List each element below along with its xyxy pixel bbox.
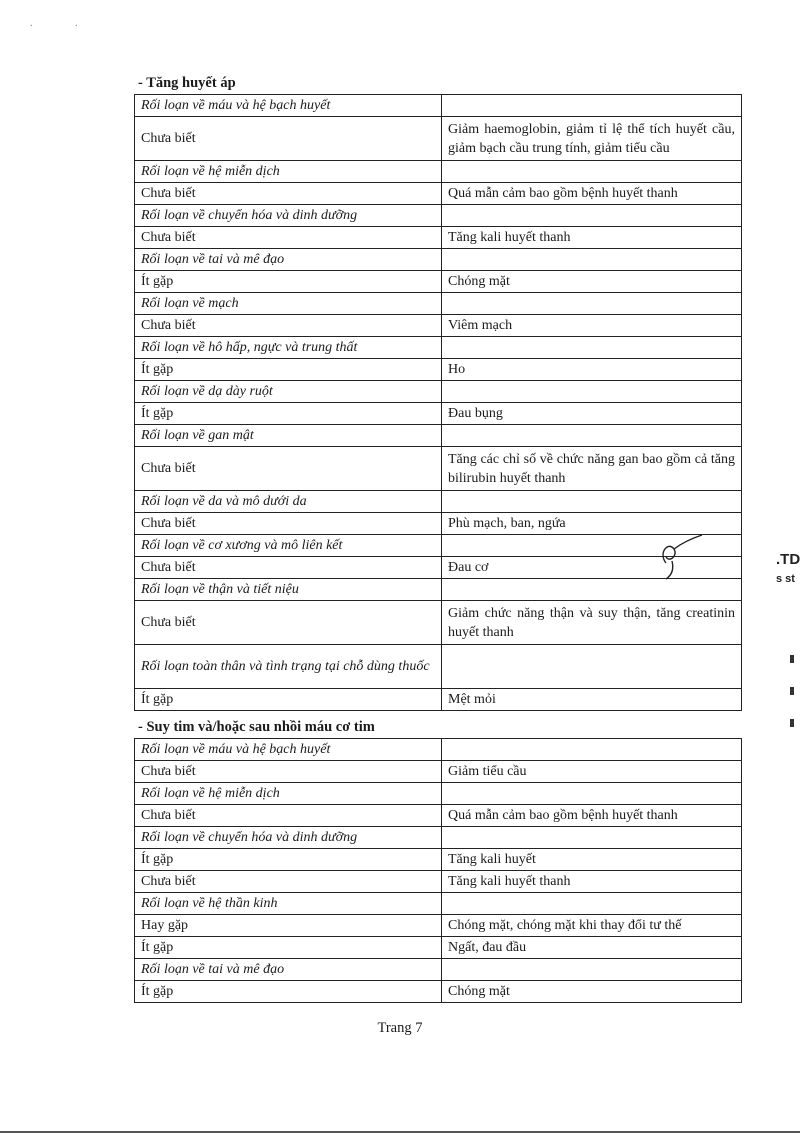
frequency: Chưa biết bbox=[135, 601, 442, 645]
scan-dots: . . bbox=[30, 18, 98, 29]
reaction: Tăng kali huyết thanh bbox=[442, 227, 742, 249]
frequency: Ít gặp bbox=[135, 937, 442, 959]
frequency: Hay gặp bbox=[135, 915, 442, 937]
category-name: Rối loạn về da và mô dưới da bbox=[135, 491, 442, 513]
reaction-row bbox=[135, 359, 742, 381]
signature-mark bbox=[656, 533, 706, 581]
category-name: Rối loạn về cơ xương và mô liên kết bbox=[135, 535, 442, 557]
reaction-row bbox=[135, 227, 742, 249]
reaction-row bbox=[135, 761, 742, 783]
frequency: Chưa biết bbox=[135, 315, 442, 337]
reaction bbox=[442, 425, 742, 447]
reaction-row bbox=[135, 557, 742, 579]
margin-text-1: .TD bbox=[776, 551, 800, 568]
frequency: Chưa biết bbox=[135, 513, 442, 535]
frequency: Chưa biết bbox=[135, 805, 442, 827]
reaction: Chóng mặt bbox=[442, 271, 742, 293]
page-number: Trang 7 bbox=[377, 1020, 423, 1036]
frequency: Chưa biết bbox=[135, 183, 442, 205]
reaction: Giảm tiểu cầu bbox=[442, 761, 742, 783]
category-name: Rối loạn về hệ miễn dịch bbox=[135, 783, 442, 805]
category-row bbox=[135, 535, 742, 557]
reaction-row bbox=[135, 315, 742, 337]
reaction-row bbox=[135, 403, 742, 425]
frequency: Chưa biết bbox=[135, 761, 442, 783]
frequency: Chưa biết bbox=[135, 557, 442, 579]
reaction: Mệt mỏi bbox=[442, 689, 742, 711]
reaction-row bbox=[135, 849, 742, 871]
category-name: Rối loạn về hô hấp, ngực và trung thất bbox=[135, 337, 442, 359]
frequency: Chưa biết bbox=[135, 447, 442, 491]
reaction: Quá mẫn cảm bao gồm bệnh huyết thanh bbox=[442, 183, 742, 205]
category-row bbox=[135, 205, 742, 227]
category-row bbox=[135, 579, 742, 601]
reaction bbox=[442, 293, 742, 315]
reaction: Đau cơ bbox=[442, 557, 742, 579]
reaction-row bbox=[135, 915, 742, 937]
category-name: Rối loạn về máu và hệ bạch huyết bbox=[135, 739, 442, 761]
category-name: Rối loạn về mạch bbox=[135, 293, 442, 315]
reaction bbox=[442, 783, 742, 805]
category-name: Rối loạn về thận và tiết niệu bbox=[135, 579, 442, 601]
category-row bbox=[135, 337, 742, 359]
reaction-row bbox=[135, 271, 742, 293]
reaction: Tăng các chỉ số về chức năng gan bao gồm cả tăng bilirubin huyết thanh bbox=[442, 447, 742, 491]
reaction: Tăng kali huyết thanh bbox=[442, 871, 742, 893]
reaction: Ho bbox=[442, 359, 742, 381]
category-row bbox=[135, 959, 742, 981]
reaction bbox=[442, 893, 742, 915]
section-title-hypertension: - Tăng huyết áp bbox=[138, 75, 236, 91]
category-name: Rối loạn về tai và mê đạo bbox=[135, 249, 442, 271]
reaction: Giảm chức năng thận và suy thận, tăng creatinin huyết thanh bbox=[442, 601, 742, 645]
margin-marks bbox=[790, 655, 800, 751]
reaction-row bbox=[135, 937, 742, 959]
reaction-row bbox=[135, 805, 742, 827]
category-row bbox=[135, 491, 742, 513]
frequency: Ít gặp bbox=[135, 849, 442, 871]
category-name: Rối loạn về hệ miễn dịch bbox=[135, 161, 442, 183]
category-row bbox=[135, 425, 742, 447]
section-title-heart-failure: - Suy tim và/hoặc sau nhồi máu cơ tim bbox=[138, 719, 375, 735]
reaction bbox=[442, 205, 742, 227]
frequency: Ít gặp bbox=[135, 271, 442, 293]
reaction bbox=[442, 337, 742, 359]
margin-text-2: s st bbox=[776, 573, 795, 585]
category-row bbox=[135, 95, 742, 117]
category-name: Rối loạn về máu và hệ bạch huyết bbox=[135, 95, 442, 117]
reaction: Phù mạch, ban, ngứa bbox=[442, 513, 742, 535]
reaction: Quá mẫn cảm bao gồm bệnh huyết thanh bbox=[442, 805, 742, 827]
reaction: Giảm haemoglobin, giảm tỉ lệ thể tích huyết cầu, giảm bạch cầu trung tính, giảm tiểu cầu bbox=[442, 117, 742, 161]
category-name: Rối loạn về tai và mê đạo bbox=[135, 959, 442, 981]
reaction bbox=[442, 161, 742, 183]
category-name: Rối loạn về hệ thần kinh bbox=[135, 893, 442, 915]
reaction bbox=[442, 959, 742, 981]
category-row bbox=[135, 293, 742, 315]
reaction: Chóng mặt, chóng mặt khi thay đổi tư thế bbox=[442, 915, 742, 937]
reaction bbox=[442, 95, 742, 117]
reaction: Chóng mặt bbox=[442, 981, 742, 1003]
reaction bbox=[442, 645, 742, 689]
frequency: Chưa biết bbox=[135, 227, 442, 249]
category-name: Rối loạn về gan mật bbox=[135, 425, 442, 447]
frequency: Chưa biết bbox=[135, 117, 442, 161]
reaction bbox=[442, 579, 742, 601]
reaction-row bbox=[135, 871, 742, 893]
adverse-reactions-table-hypertension bbox=[134, 94, 742, 711]
category-row bbox=[135, 893, 742, 915]
frequency: Chưa biết bbox=[135, 871, 442, 893]
category-row bbox=[135, 381, 742, 403]
frequency: Ít gặp bbox=[135, 403, 442, 425]
reaction-row bbox=[135, 689, 742, 711]
reaction bbox=[442, 249, 742, 271]
reaction: Ngất, đau đầu bbox=[442, 937, 742, 959]
category-name: Rối loạn về dạ dày ruột bbox=[135, 381, 442, 403]
category-name: Rối loạn về chuyển hóa và dinh dưỡng bbox=[135, 205, 442, 227]
adverse-reactions-table-heart-failure bbox=[134, 738, 742, 1003]
reaction-row bbox=[135, 117, 742, 161]
frequency: Ít gặp bbox=[135, 689, 442, 711]
bottom-rule bbox=[0, 1131, 800, 1133]
reaction-row bbox=[135, 601, 742, 645]
reaction-row bbox=[135, 981, 742, 1003]
reaction bbox=[442, 381, 742, 403]
category-name: Rối loạn về chuyển hóa và dinh dưỡng bbox=[135, 827, 442, 849]
category-row bbox=[135, 249, 742, 271]
reaction: Đau bụng bbox=[442, 403, 742, 425]
category-row bbox=[135, 161, 742, 183]
reaction-row bbox=[135, 513, 742, 535]
frequency: Ít gặp bbox=[135, 359, 442, 381]
category-name: Rối loạn toàn thân và tình trạng tại chỗ dùng thuốc bbox=[135, 645, 442, 689]
reaction bbox=[442, 739, 742, 761]
category-row bbox=[135, 645, 742, 689]
category-row bbox=[135, 739, 742, 761]
reaction: Viêm mạch bbox=[442, 315, 742, 337]
reaction: Tăng kali huyết bbox=[442, 849, 742, 871]
reaction bbox=[442, 491, 742, 513]
category-row bbox=[135, 827, 742, 849]
reaction-row bbox=[135, 447, 742, 491]
reaction bbox=[442, 827, 742, 849]
category-row bbox=[135, 783, 742, 805]
reaction-row bbox=[135, 183, 742, 205]
frequency: Ít gặp bbox=[135, 981, 442, 1003]
